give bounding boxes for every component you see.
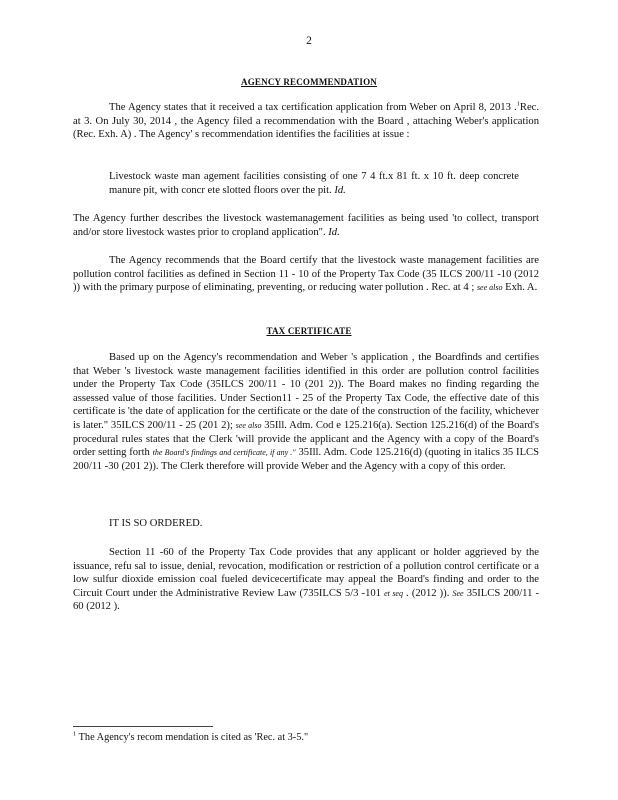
p4-see-also: see also <box>235 420 262 430</box>
tax-certificate-heading <box>0 325 618 339</box>
page-number: 2 <box>306 35 312 47</box>
quote-text: Livestock waste man agement facilities consisting of one 7 4 ft.x 81 ft. x 10 ft. deep concrete manure pit, with concr ete slotted floors over the pit. <box>109 171 519 196</box>
p2-text: The Agency further describes the livestock wastemanagement facilities as being used 'to collect, transport and/or store livestock wastes prior to cropland application". <box>73 213 539 238</box>
footnote-ref: 1 <box>516 100 520 108</box>
p3-see-also: see also <box>476 283 503 293</box>
p4c-text: 35Ill. Adm. Code 125.216(d) (quoting in italics 35 ILCS 200/11 -30 (201 2)). The Clerk therefore will provide Weber and the Agency with a copy of this order. <box>73 447 539 472</box>
p5c-text: 35ILCS 200/11 - 60 (2012 ). <box>73 587 539 613</box>
p4b-text: 35Ill. Adm. Cod e 125.216(a). Section 125.216(d) of the Board's procedural rules states that the Clerk 'will provide the applicant and the Agency with a copy of the Board's order setting forth <box>73 419 539 459</box>
p2-citation: Id. <box>328 226 340 238</box>
quote-citation: Id. <box>334 184 346 196</box>
paragraph-agency-received <box>73 101 539 142</box>
footnote-marker: 1 <box>73 730 77 738</box>
paragraph-board-finds <box>73 351 539 473</box>
footnote-text: The Agency's recom mendation is cited as 'Rec. at 3-5." <box>78 732 309 743</box>
p1-text: The Agency states that it received a tax certification application from Weber on April 8, 2013 . <box>109 102 517 113</box>
p5-et-seq: et seq <box>384 588 403 598</box>
tax-heading-text: TAX CERTIFICATE <box>266 326 352 336</box>
p4-italic-quote: the Board's findings and certificate, if any ." <box>152 448 296 458</box>
p5a-text: Section 11 -60 of the Property Tax Code provides that any applicant or holder aggrieved by the issuance, refu sal to issue, denial, revocation, modification or restriction of a pollution control certificate or a low sulfur dioxide emission coal fueled devicecertificate may appeal the Board's finding and order to the Circuit Court under the Administrative Review Law (735ILCS 5/3 -101 <box>73 547 539 599</box>
paragraph-appeal-rights <box>73 546 539 614</box>
p4a-text: Based up on the Agency's recommendation and Weber 's application , the Boardfinds and certifies that Weber 's livestock waste management facilities identified in this order are pollution control facilities under the Property Tax Code (35ILCS 200/11 - 10 (201 2)). The Board makes no finding regarding the assessed value of those facilities. Under Section11 - 25 of the Property Tax Code, the effective date of this certificate is 'the date of application for the certificate or the date of the construction of the facility, whichever is later." 35ILCS 200/11 - 25 (201 2); <box>73 352 539 431</box>
p1b-text: Rec. at 3. On July 30, 2014 , the Agency filed a recommendation with the Board , attaching Weber's application (Rec. Exh. A) . The Agency' s recommendation identifies the facilities at issue : <box>73 102 539 141</box>
paragraph-agency-recommends <box>73 254 539 295</box>
agency-recommendation-heading <box>0 76 618 90</box>
footnote-separator <box>73 726 213 727</box>
p5-see: See <box>452 588 464 598</box>
agency-heading-text: AGENCY RECOMMENDATION <box>241 77 377 87</box>
p3-end: Exh. A. <box>505 282 538 294</box>
p5b-text: . (2012 )). <box>406 587 450 599</box>
p3-text: The Agency recommends that the Board certify that the livestock waste management facilities are pollution control facilities as defined in Section 11 - 10 of the Property Tax Code (35 ILCS 200/11 -10 (2012 )) with the primary purpose of eliminating, preventing, or reducing water pollution . Rec. at 4 ; <box>73 255 539 294</box>
it-is-so-ordered: IT IS SO ORDERED. <box>109 518 203 529</box>
footnote <box>73 731 539 745</box>
block-quote-facilities <box>109 170 519 197</box>
paragraph-agency-describes <box>73 212 539 239</box>
